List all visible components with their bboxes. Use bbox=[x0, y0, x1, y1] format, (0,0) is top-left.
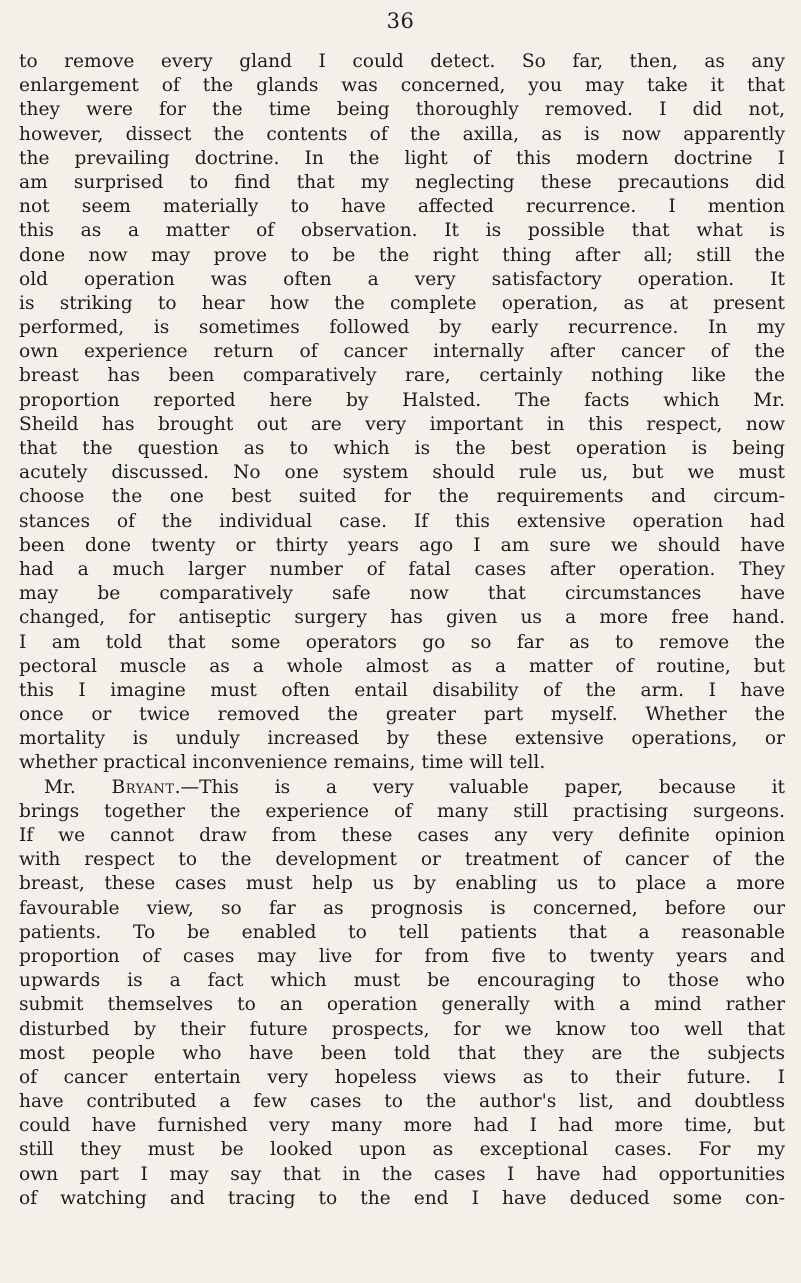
text-line: am surprised to find that my neglecting these precautions did bbox=[19, 171, 785, 193]
text-line: the prevailing doctrine. In the light of this modern doctrine I bbox=[19, 147, 785, 169]
text-line: stances of the individual case. If this extensive operation had bbox=[19, 510, 785, 532]
text-line: submit themselves to an operation generally with a mind rather bbox=[19, 994, 785, 1016]
text-line: this as a matter of observation. It is possible that what is bbox=[19, 220, 785, 242]
text-line: performed, is sometimes followed by early recurrence. In my bbox=[19, 317, 785, 339]
page-number: 36 bbox=[386, 9, 415, 33]
text-line: of watching and tracing to the end I have deduced some con- bbox=[19, 1187, 785, 1209]
text-line: old operation was often a very satisfactory operation. It bbox=[19, 268, 785, 290]
text-line: had a much larger number of fatal cases after operation. They bbox=[19, 558, 785, 580]
text-line: I am told that some operators go so far as to remove the bbox=[19, 631, 785, 653]
body-text bbox=[19, 50, 785, 1211]
text-line: this I imagine must often entail disability of the arm. I have bbox=[19, 679, 785, 701]
text-line: patients. To be enabled to tell patients that a reasonable bbox=[19, 921, 785, 943]
text-line bbox=[19, 776, 785, 800]
text-line: disturbed by their future prospects, for we know too well that bbox=[19, 1018, 785, 1040]
text-line: breast, these cases must help us by enabling us to place a more bbox=[19, 873, 785, 895]
text-line: once or twice removed the greater part myself. Whether the bbox=[19, 704, 785, 726]
speaker-name: Bryant bbox=[111, 776, 175, 798]
text-line: enlargement of the glands was concerned, you may take it that bbox=[19, 75, 785, 97]
text-line: however, dissect the contents of the axilla, as is now apparently bbox=[19, 123, 785, 145]
text-line: could have furnished very many more had I had more time, but bbox=[19, 1115, 785, 1137]
text-line: with respect to the development or treatment of cancer of the bbox=[19, 849, 785, 871]
text-line: own experience return of cancer internally after cancer of the bbox=[19, 341, 785, 363]
text-line: proportion reported here by Halsted. The facts which Mr. bbox=[19, 389, 785, 411]
text-line: of cancer entertain very hopeless views as to their future. I bbox=[19, 1066, 785, 1088]
text-line: If we cannot draw from these cases any very definite opinion bbox=[19, 825, 785, 846]
text-line: to remove every gland I could detect. So far, then, as any bbox=[19, 51, 785, 72]
text-line: proportion of cases may live for from five to twenty years and bbox=[19, 945, 785, 967]
text-line: brings together the experience of many still practising surgeons. bbox=[19, 800, 785, 822]
text-line: upwards is a fact which must be encouraging to those who bbox=[19, 970, 785, 992]
text-line: breast has been comparatively rare, certainly nothing like the bbox=[19, 365, 785, 387]
text-line: not seem materially to have affected recurrence. I mention bbox=[19, 196, 785, 218]
speaker-prefix: Mr. bbox=[44, 776, 112, 798]
text-line: still they must be looked upon as exceptional cases. For my bbox=[19, 1139, 785, 1161]
text-line: own part I may say that in the cases I have had opportunities bbox=[19, 1163, 785, 1185]
text-line: have contributed a few cases to the author's list, and doubtless bbox=[19, 1091, 785, 1113]
text-line: acutely discussed. No one system should rule us, but we must bbox=[19, 462, 785, 484]
line-text: .—This is a very valuable paper, because it bbox=[174, 776, 785, 798]
text-line: whether practical inconvenience remains, time will tell. bbox=[19, 752, 546, 774]
text-line: done now may prove to be the right thing after all; still the bbox=[19, 244, 785, 266]
text-line: is striking to hear how the complete operation, as at present bbox=[19, 292, 785, 314]
text-line: been done twenty or thirty years ago I am sure we should have bbox=[19, 534, 785, 556]
text-line: may be comparatively safe now that circumstances have bbox=[19, 583, 785, 605]
text-line: Sheild has brought out are very important in this respect, now bbox=[19, 413, 785, 435]
text-line: mortality is unduly increased by these extensive operations, or bbox=[19, 728, 785, 750]
text-line: choose the one best suited for the requirements and circum- bbox=[19, 486, 785, 508]
text-line: that the question as to which is the best operation is being bbox=[19, 438, 785, 459]
text-line: favourable view, so far as prognosis is concerned, before our bbox=[19, 897, 785, 919]
text-line: changed, for antiseptic surgery has given us a more free hand. bbox=[19, 607, 785, 629]
text-line: pectoral muscle as a whole almost as a matter of routine, but bbox=[19, 655, 785, 677]
text-line: they were for the time being thoroughly removed. I did not, bbox=[19, 99, 785, 121]
text-line: most people who have been told that they are the subjects bbox=[19, 1042, 785, 1064]
